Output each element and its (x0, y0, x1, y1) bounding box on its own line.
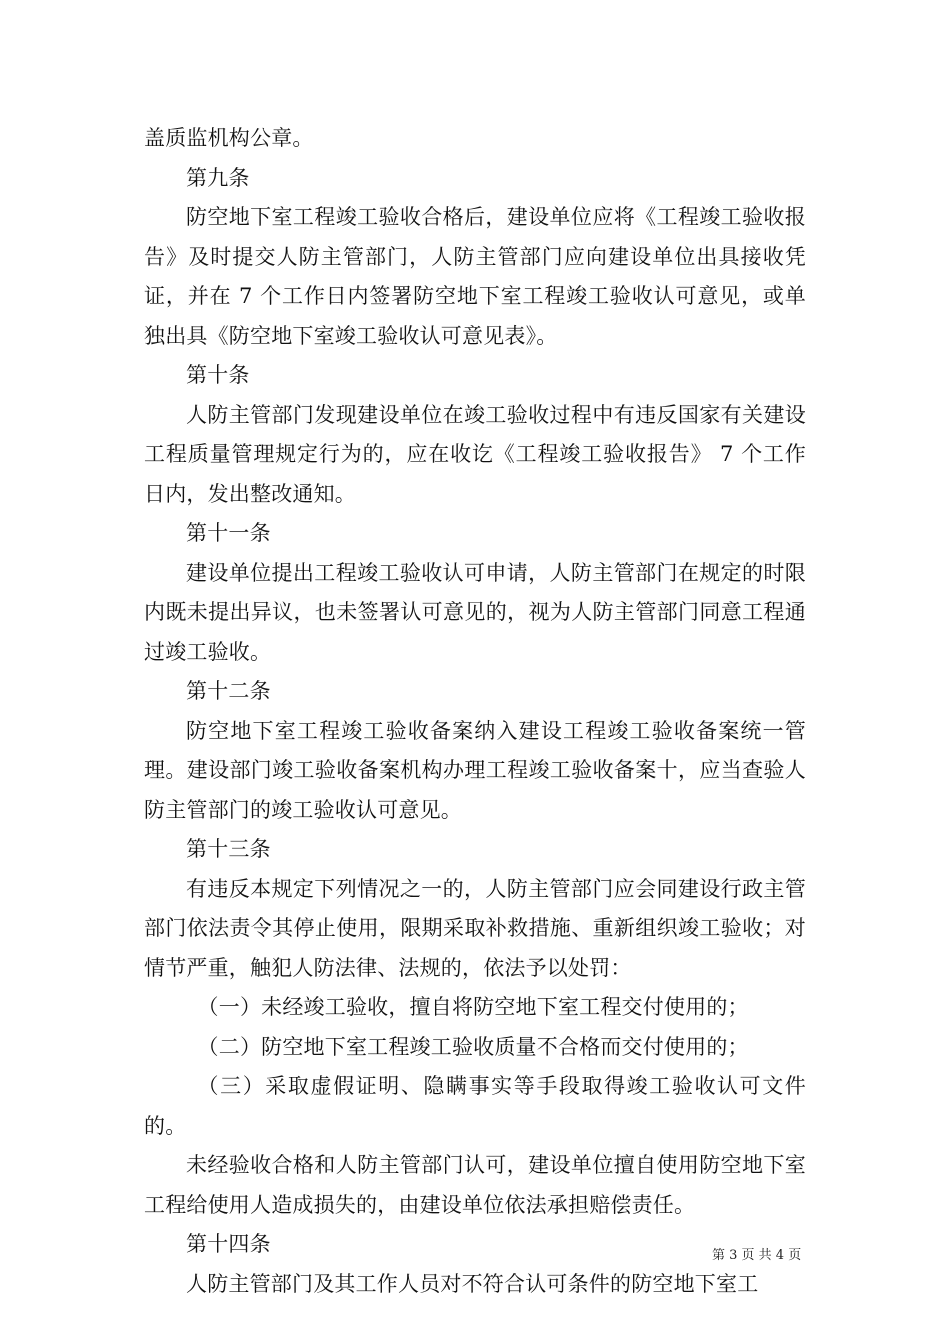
document-body (144, 119, 806, 1304)
paragraph-article-10: 人防主管部门发现建设单位在竣工验收过程中有违反国家有关建设工程质量管理规定行为的，应在收讫《工程竣工验收报告》 7 个工作日内，发出整改通知。 (144, 402, 806, 506)
paragraph-article-13: 有违反本规定下列情况之一的，人防主管部门应会同建设行政主管部门依法责令其停止使用，限期采取补救措施、重新组织竣工验收；对情节严重，触犯人防法律、法规的，依法予以处罚： (144, 876, 806, 980)
list-item-1: （一）未经竣工验收，擅自将防空地下室工程交付使用的； (197, 995, 749, 1019)
paragraph-article-14: 人防主管部门及其工作人员对不符合认可条件的防空地下室工 (186, 1271, 759, 1296)
article-heading-12: 第十二条 (186, 679, 271, 703)
article-heading-10: 第十条 (186, 363, 250, 387)
page-number: 第 3 页 共 4 页 (712, 1248, 802, 1263)
paragraph-article-12: 防空地下室工程竣工验收备案纳入建设工程竣工验收备案统一管理。建设部门竣工验收备案机构办理工程竣工验收备案十，应当查验人防主管部门的竣工验收认可意见。 (144, 718, 806, 822)
article-heading-11: 第十一条 (186, 521, 271, 545)
paragraph-article-9: 防空地下室工程竣工验收合格后，建设单位应将《工程竣工验收报告》及时提交人防主管部门，人防主管部门应向建设单位出具接收凭证，并在 7 个工作日内签署防空地下室工程竣工验收认可意见，或单独出具《防空地下室竣工验收认可意见表》。 (144, 205, 806, 348)
paragraph-continuation: 盖质监机构公章。 (144, 126, 314, 150)
list-item-3: （三）采取虚假证明、隐瞒事实等手段取得竣工验收认可文件的。 (144, 1074, 806, 1138)
paragraph-article-11: 建设单位提出工程竣工验收认可申请，人防主管部门在规定的时限内既未提出异议，也未签署认可意见的，视为人防主管部门同意工程通过竣工验收。 (144, 560, 806, 664)
paragraph-liability: 未经验收合格和人防主管部门认可，建设单位擅自使用防空地下室工程给使用人造成损失的，由建设单位依法承担赔偿责任。 (144, 1153, 806, 1217)
list-item-2: （二）防空地下室工程竣工验收质量不合格而交付使用的； (197, 1034, 749, 1059)
article-heading-13: 第十三条 (186, 837, 271, 861)
article-heading-9: 第九条 (186, 165, 250, 190)
article-heading-14: 第十四条 (186, 1232, 271, 1256)
